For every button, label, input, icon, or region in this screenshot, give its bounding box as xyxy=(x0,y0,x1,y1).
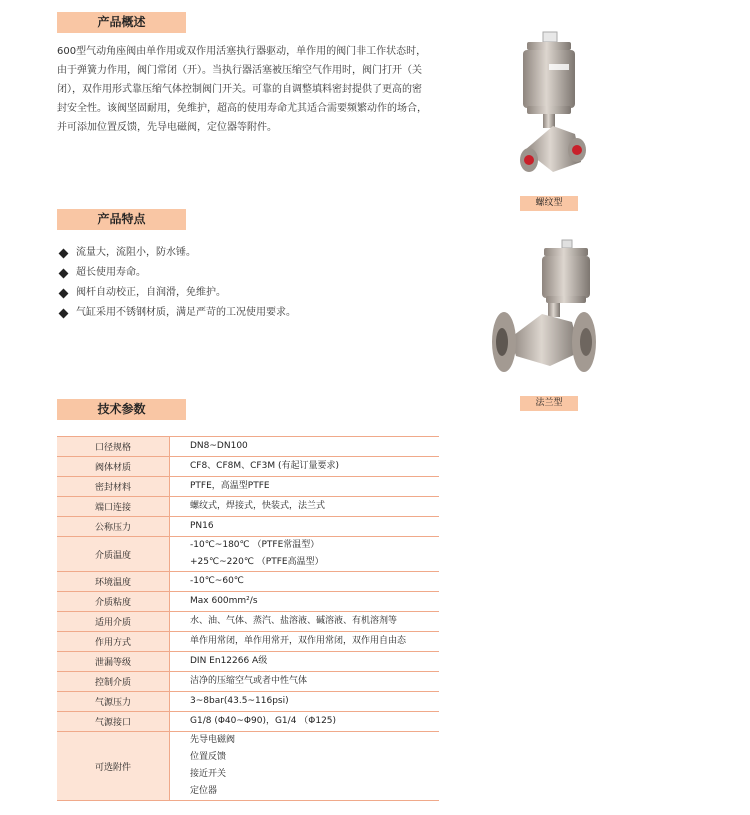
spec-table xyxy=(57,436,439,801)
spec-value-line: 螺纹式，焊接式，快装式，法兰式 xyxy=(190,501,326,511)
threaded-valve-image xyxy=(505,30,595,190)
specs-heading: 技术参数 xyxy=(57,399,186,420)
spec-value xyxy=(170,437,440,457)
spec-value-line: Max 600mm²/s xyxy=(190,596,258,606)
spec-value-line: DIN En12266 A级 xyxy=(190,656,268,666)
spec-row xyxy=(57,612,439,632)
spec-row xyxy=(57,477,439,497)
spec-value-line: 先导电磁阀 xyxy=(190,735,236,745)
bullet-diamond-icon xyxy=(59,308,69,318)
spec-key: 可选附件 xyxy=(57,732,170,801)
overview-heading: 产品概述 xyxy=(57,12,186,33)
bullet-diamond-icon xyxy=(59,248,69,258)
spec-value-line: PN16 xyxy=(190,521,214,531)
spec-value xyxy=(170,712,440,732)
spec-key: 适用介质 xyxy=(57,612,170,632)
spec-row xyxy=(57,537,439,572)
spec-key: 介质粘度 xyxy=(57,592,170,612)
spec-row xyxy=(57,692,439,712)
spec-value-line: 定位器 xyxy=(190,786,218,796)
spec-value-line: 接近开关 xyxy=(190,769,227,779)
spec-key: 端口连接 xyxy=(57,497,170,517)
flanged-caption: 法兰型 xyxy=(520,396,578,411)
spec-row xyxy=(57,592,439,612)
threaded-caption: 螺纹型 xyxy=(520,196,578,211)
spec-value xyxy=(170,692,440,712)
spec-value xyxy=(170,457,440,477)
spec-key: 环境温度 xyxy=(57,572,170,592)
flanged-valve-image xyxy=(480,238,602,388)
spec-value xyxy=(170,632,440,652)
spec-key: 密封材料 xyxy=(57,477,170,497)
spec-value-line: -10℃~180℃ （PTFE常温型） xyxy=(190,540,320,550)
spec-value xyxy=(170,652,440,672)
spec-row xyxy=(57,437,439,457)
spec-value-line: DN8~DN100 xyxy=(190,441,248,451)
spec-value-line: 3~8bar(43.5~116psi) xyxy=(190,696,289,706)
spec-value-line: -10℃~60℃ xyxy=(190,576,244,586)
spec-value-line: +25℃~220℃ （PTFE高温型） xyxy=(190,557,324,567)
bullet-diamond-icon xyxy=(59,288,69,298)
bullet-diamond-icon xyxy=(59,268,69,278)
spec-row xyxy=(57,652,439,672)
spec-value-line: PTFE，高温型PTFE xyxy=(190,481,270,491)
spec-value-line: 位置反馈 xyxy=(190,752,227,762)
spec-value-line: G1/8 (Φ40~Φ90)，G1/4 （Φ125) xyxy=(190,716,337,726)
features-heading: 产品特点 xyxy=(57,209,186,230)
spec-row xyxy=(57,572,439,592)
spec-row xyxy=(57,517,439,537)
spec-key: 阀体材质 xyxy=(57,457,170,477)
feature-item: 超长使用寿命。 xyxy=(57,263,437,283)
spec-row xyxy=(57,672,439,692)
spec-key: 气源接口 xyxy=(57,712,170,732)
spec-table-body xyxy=(57,437,439,801)
spec-key: 泄漏等级 xyxy=(57,652,170,672)
spec-value xyxy=(170,592,440,612)
spec-value xyxy=(170,612,440,632)
feature-item: 阀杆自动校正，自润滑，免维护。 xyxy=(57,283,437,303)
spec-key: 气源压力 xyxy=(57,692,170,712)
spec-value xyxy=(170,497,440,517)
spec-value xyxy=(170,672,440,692)
spec-value-line: CF8、CF8M、CF3M (有起订量要求) xyxy=(190,461,339,471)
spec-value xyxy=(170,537,440,572)
spec-row xyxy=(57,712,439,732)
spec-key: 作用方式 xyxy=(57,632,170,652)
spec-value xyxy=(170,572,440,592)
spec-value xyxy=(170,517,440,537)
feature-item: 流量大，流阻小，防水锤。 xyxy=(57,243,437,263)
overview-paragraph: 600型气动角座阀由单作用或双作用活塞执行器驱动，单作用的阀门非工作状态时，由于弹簧力作用，阀门常闭（开）。当执行器活塞被压缩空气作用时，阀门打开（关闭），双作用形式靠压缩气体控制阀门开关。可靠的自调整填料密封提供了更高的密封安全性。该阀坚固耐用，免维护，超高的使用寿命尤其适合需要频繁动作的场合，并可添加位置反馈，先导电磁阀，定位器等附件。 xyxy=(57,46,427,133)
spec-value xyxy=(170,732,440,801)
spec-key: 口径规格 xyxy=(57,437,170,457)
spec-value-line: 水、油、气体、蒸汽、盐溶液、碱溶液、有机溶剂等 xyxy=(190,616,398,626)
spec-value xyxy=(170,477,440,497)
spec-key: 控制介质 xyxy=(57,672,170,692)
feature-item: 气缸采用不锈钢材质，满足严苛的工况使用要求。 xyxy=(57,303,437,323)
spec-key: 介质温度 xyxy=(57,537,170,572)
spec-row xyxy=(57,732,439,801)
spec-row xyxy=(57,497,439,517)
spec-row xyxy=(57,457,439,477)
feature-list xyxy=(57,243,437,323)
spec-key: 公称压力 xyxy=(57,517,170,537)
spec-value-line: 单作用常闭，单作用常开，双作用常闭，双作用自由态 xyxy=(190,636,407,646)
spec-row xyxy=(57,632,439,652)
spec-value-line: 洁净的压缩空气或者中性气体 xyxy=(190,676,308,686)
